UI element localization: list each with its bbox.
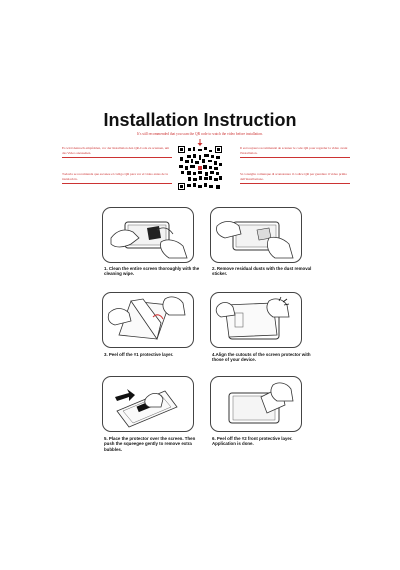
qr-module xyxy=(180,157,183,161)
qr-module xyxy=(211,155,214,158)
lang-note-german xyxy=(62,146,172,158)
qr-module xyxy=(181,171,184,174)
qr-module xyxy=(198,185,202,188)
step-4-caption: 4.Align the cutouts of the screen protector with those of your device. xyxy=(212,352,311,363)
step-3-illustration xyxy=(102,292,194,348)
qr-module xyxy=(179,165,183,168)
qr-module xyxy=(216,185,220,189)
step-3-caption: 3. Peel off the #1 protective layer. xyxy=(104,352,174,357)
qr-code-icon[interactable] xyxy=(178,146,222,190)
squeegee-illustration xyxy=(103,377,193,431)
align-protector-illustration xyxy=(211,293,301,347)
qr-module xyxy=(188,177,191,181)
qr-module xyxy=(198,171,202,174)
qr-module xyxy=(190,165,195,168)
step-6-caption: 6. Peel off the #2 front protective layer. Application is done. xyxy=(212,436,293,447)
peel-layer-1-illustration xyxy=(103,293,193,347)
lang-divider xyxy=(240,183,350,184)
qr-module xyxy=(216,156,220,159)
qr-module xyxy=(188,148,191,151)
qr-module xyxy=(193,147,195,151)
lang-divider xyxy=(62,157,172,158)
qr-module xyxy=(187,184,191,187)
lang-note-italian xyxy=(240,172,350,184)
qr-module xyxy=(187,155,191,158)
qr-module xyxy=(219,176,222,180)
qr-module xyxy=(204,177,208,180)
arrow-down-icon xyxy=(196,139,204,146)
qr-module xyxy=(214,178,218,181)
lang-note-text: Il est toujours recommandé de scanner le code QR pour regarder la vidéo avant l'installation. xyxy=(240,146,348,155)
qr-module xyxy=(199,155,201,160)
qr-module xyxy=(209,176,212,180)
qr-module xyxy=(214,167,218,170)
lang-divider xyxy=(62,183,172,184)
step-2-caption: 2. Remove residual dusts with the dust removal sticker. xyxy=(212,266,312,277)
lang-note-text: Es wird dennoch empfohlen, vor der Installation den QR-Code zu scannen, um das Video anzusehen. xyxy=(62,146,170,155)
qr-module xyxy=(193,183,196,187)
qr-module xyxy=(214,161,217,165)
lang-note-french xyxy=(240,146,350,158)
qr-module xyxy=(193,154,196,158)
step-5-illustration xyxy=(102,376,194,432)
qr-module xyxy=(195,161,199,164)
qr-module xyxy=(208,160,212,162)
qr-module xyxy=(216,172,219,175)
qr-module xyxy=(204,183,207,187)
lang-note-text: Si consiglia comunque di scansionare il codice QR per guardare il video prima dell'installazione. xyxy=(240,172,347,181)
peel-layer-2-illustration xyxy=(211,377,301,431)
qr-module xyxy=(193,172,196,175)
step-4-illustration xyxy=(210,292,302,348)
step-1-caption: 1. Clean the entire screen thoroughly with the cleaning wipe. xyxy=(104,266,200,277)
qr-module xyxy=(209,166,212,169)
qr-module xyxy=(205,172,208,176)
lang-note-spanish xyxy=(62,172,172,184)
page-title: Installation Instruction xyxy=(103,110,297,130)
lang-divider xyxy=(240,157,350,158)
qr-module xyxy=(204,147,207,150)
qr-module xyxy=(209,150,212,152)
qr-module xyxy=(185,166,188,170)
lang-note-text: Todavía se recomienda que escanee el código QR para ver el video antes de la instalación. xyxy=(62,172,168,181)
page-subtitle: It's still recommended that you scan the QR code to watch the video before installation. xyxy=(137,132,263,136)
qr-module xyxy=(204,154,209,157)
qr-module xyxy=(210,171,214,174)
qr-module xyxy=(199,176,202,180)
qr-module xyxy=(202,159,205,163)
qr-module xyxy=(198,149,202,151)
qr-module xyxy=(209,185,213,188)
step-5-caption: 5. Place the protector over the screen. Then push the squeegee gently to remove extra bubbles. xyxy=(104,436,196,452)
step-2-illustration xyxy=(210,207,302,263)
step-1-illustration xyxy=(102,207,194,263)
qr-module xyxy=(193,178,197,181)
qr-module xyxy=(219,163,222,166)
qr-module xyxy=(185,160,189,163)
qr-module xyxy=(187,171,191,175)
qr-module xyxy=(191,159,193,163)
qr-module xyxy=(203,165,207,169)
cleaning-wipe-illustration xyxy=(103,208,193,262)
step-6-illustration xyxy=(210,376,302,432)
dust-sticker-illustration xyxy=(211,208,301,262)
